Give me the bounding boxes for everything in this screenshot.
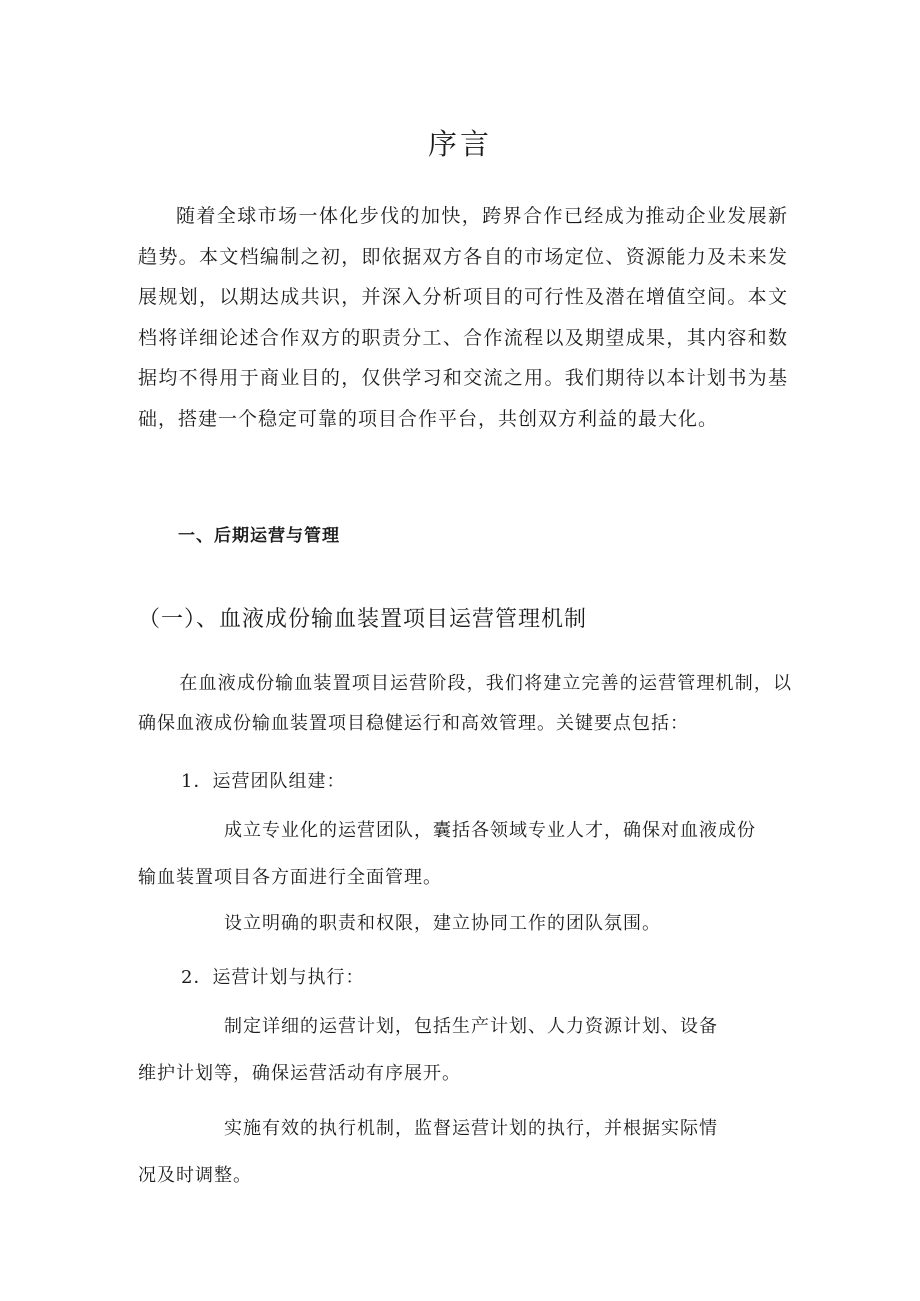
- intro-paragraph: 随着全球市场一体化步伐的加快，跨界合作已经成为推动企业发展新趋势。本文档编制之初，即依据双方各自的市场定位、资源能力及未来发展规划，以期达成共识，并深入分析项目的可行性及潜在增值空间。本文档将详细论述合作双方的职责分工、合作流程以及期望成果，其内容和数据均不得用于商业目的，仅供学习和交流之用。我们期待以本计划书为基础，搭建一个稳定可靠的项目合作平台，共创双方利益的最大化。: [138, 205, 788, 430]
- item-heading-2: 2．运营计划与执行：: [181, 967, 365, 988]
- item-1-point-1: [138, 807, 792, 901]
- subsection-body: [138, 664, 792, 744]
- subsection-paragraph: 在血液成份输血装置项目运营阶段，我们将建立完善的运营管理机制，以确保血液成份输血装置项目稳健运行和高效管理。关键要点包括：: [138, 673, 792, 734]
- section-heading: 一、后期运营与管理: [178, 526, 340, 546]
- intro-section: [138, 196, 788, 439]
- point-line: 制定详细的运营计划，包括生产计划、人力资源计划、设备: [224, 1016, 718, 1037]
- point-line: 实施有效的执行机制，监督运营计划的执行，并根据实际情: [224, 1118, 718, 1139]
- point-line: 况及时调整。: [138, 1165, 252, 1186]
- subsection-heading: （一）、血液成份输血装置项目运营管理机制: [138, 607, 588, 632]
- page-title: 序言: [427, 127, 492, 161]
- item-1-point-2: [138, 900, 792, 947]
- point-line: 成立专业化的运营团队，囊括各领域专业人才，确保对血液成份: [224, 820, 756, 841]
- point-line: 输血装置项目各方面进行全面管理。: [138, 867, 442, 888]
- item-2-point-2: [138, 1105, 792, 1199]
- item-2-point-1: [138, 1003, 792, 1097]
- item-heading-1: 1．运营团队组建：: [181, 771, 346, 792]
- point-line: 设立明确的职责和权限，建立协同工作的团队氛围。: [224, 913, 661, 934]
- point-line: 维护计划等，确保运营活动有序展开。: [138, 1063, 461, 1084]
